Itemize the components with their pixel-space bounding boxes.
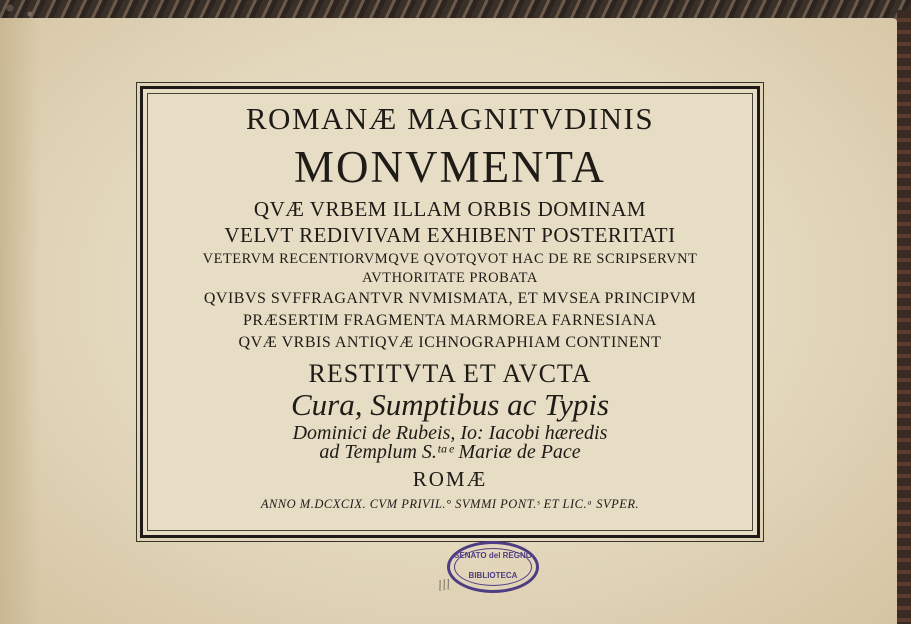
title-line-5: VETERVM RECENTIORVMQVE QVOTQVOT HAC DE RE SCRIPSERVNT: [202, 251, 698, 267]
title-line-1: ROMANÆ MAGNITVDINIS: [245, 101, 655, 136]
title-line-6: AVTHORITATE PROBATA: [362, 270, 538, 286]
book-cover-edge: [897, 10, 911, 624]
title-line-14: ROMÆ: [412, 467, 488, 491]
shelf-mark: lll: [436, 577, 452, 595]
title-line-13: ad Templum S.ᵗᵃᵉ Mariæ de Pace: [319, 441, 581, 463]
library-stamp-top-text: SENATO del REGNO: [454, 551, 532, 560]
library-stamp-bottom-text: BIBLIOTECA: [468, 571, 518, 580]
title-line-12: Dominici de Rubeis, Io: Iacobi hæredis: [292, 422, 608, 444]
title-frame: [140, 86, 760, 538]
title-line-10: RESTITVTA ET AVCTA: [308, 359, 592, 388]
page-gutter: [0, 18, 40, 624]
library-stamp: [447, 541, 539, 593]
title-line-11: Cura, Sumptibus ac Typis: [290, 387, 610, 422]
title-line-15: ANNO M.DCXCIX. CVM PRIVIL.° SVMMI PONT.ˢ ET LIC.ᵃ SVPER.: [260, 497, 640, 511]
title-line-9: QVÆ VRBIS ANTIQVÆ ICHNOGRAPHIAM CONTINENT: [238, 334, 662, 351]
title-line-8: PRÆSERTIM FRAGMENTA MARMOREA FARNESIANA: [243, 312, 657, 329]
title-line-7: QVIBVS SVFFRAGANTVR NVMISMATA, ET MVSEA PRINCIPVM: [203, 290, 697, 307]
title-line-3: QVÆ VRBEM ILLAM ORBIS DOMINAM: [253, 197, 647, 221]
title-line-4: VELVT REDIVIVAM EXHIBENT POSTERITATI: [224, 223, 676, 247]
title-line-2: MONVMENTA: [294, 142, 606, 192]
